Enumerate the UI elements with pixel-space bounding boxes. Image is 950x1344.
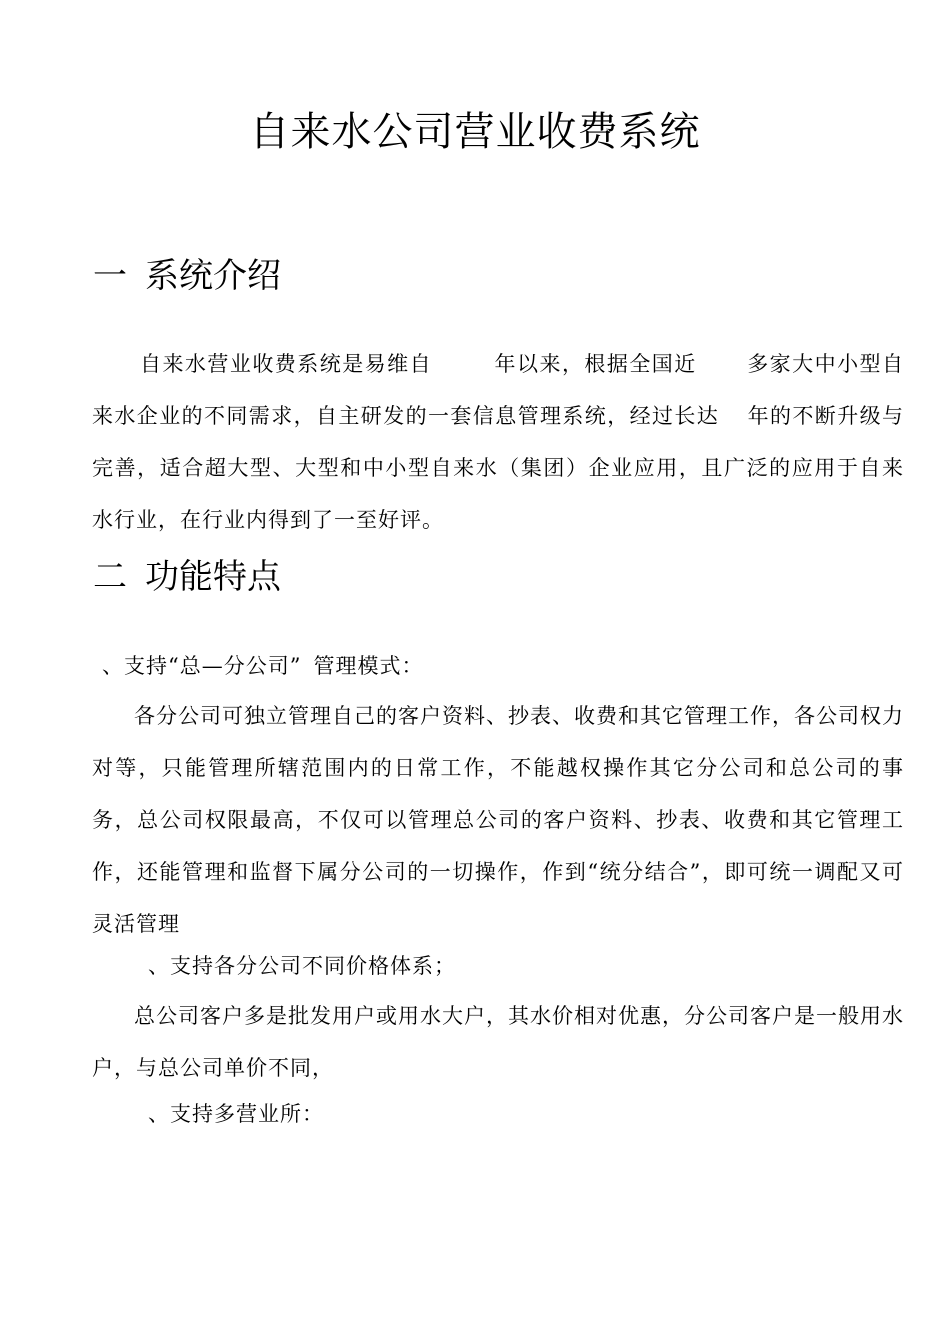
intro-text-part2: 年以来，根据全国近	[494, 352, 697, 376]
section-heading-features	[93, 557, 281, 597]
feature-item-2: 、支持各分公司不同价格体系；	[148, 954, 456, 978]
feature-item-2-body: 总公司客户多是批发用户或用水大户，其水价相对优惠，分公司客户是一般用水户，与总公司单价不同，	[92, 1004, 904, 1080]
section-number: 二	[93, 557, 127, 597]
intro-text-part3: 多家大中小型自来水企业的不同需求，自主研发的一套信息管理系统，经过长达	[92, 352, 905, 428]
feature-item-1-body: 各分公司可独立管理自己的客户资料、抄表、收费和其它管理工作，各公司权力对等，只能管理所辖范围内的日常工作，不能越权操作其它分公司和总公司的事务，总公司权限最高，不仅可以管理总公司的客户资料、抄表、收费和其它管理工作，还能管理和监督下属分公司的一切操作，作到“统分结合”，即可统一调配又可灵活管理	[92, 704, 904, 936]
intro-text-part1: 自来水营业收费系统是易维自	[140, 352, 433, 376]
section-heading-intro	[93, 256, 281, 296]
section-number: 一	[93, 256, 127, 296]
feature-item-1-suffix: 管理模式：	[313, 654, 424, 678]
feature-item-1-label: 、支持“总—分公司”	[102, 654, 302, 678]
intro-paragraph	[92, 338, 904, 546]
section-heading-text: 功能特点	[145, 557, 281, 597]
document-title: 自来水公司营业收费系统	[249, 109, 701, 155]
section-heading-text: 系统介绍	[145, 256, 281, 296]
feature-item-3: 、支持多营业所：	[148, 1102, 324, 1126]
feature-item-1	[102, 640, 423, 692]
intro-text-part4: 年的不断升级与完善，适合超大型、大型和中小型自来水（集团）企业应用，且广泛的应用于自来水行业，在行业内得到了一至好评。	[92, 404, 905, 532]
